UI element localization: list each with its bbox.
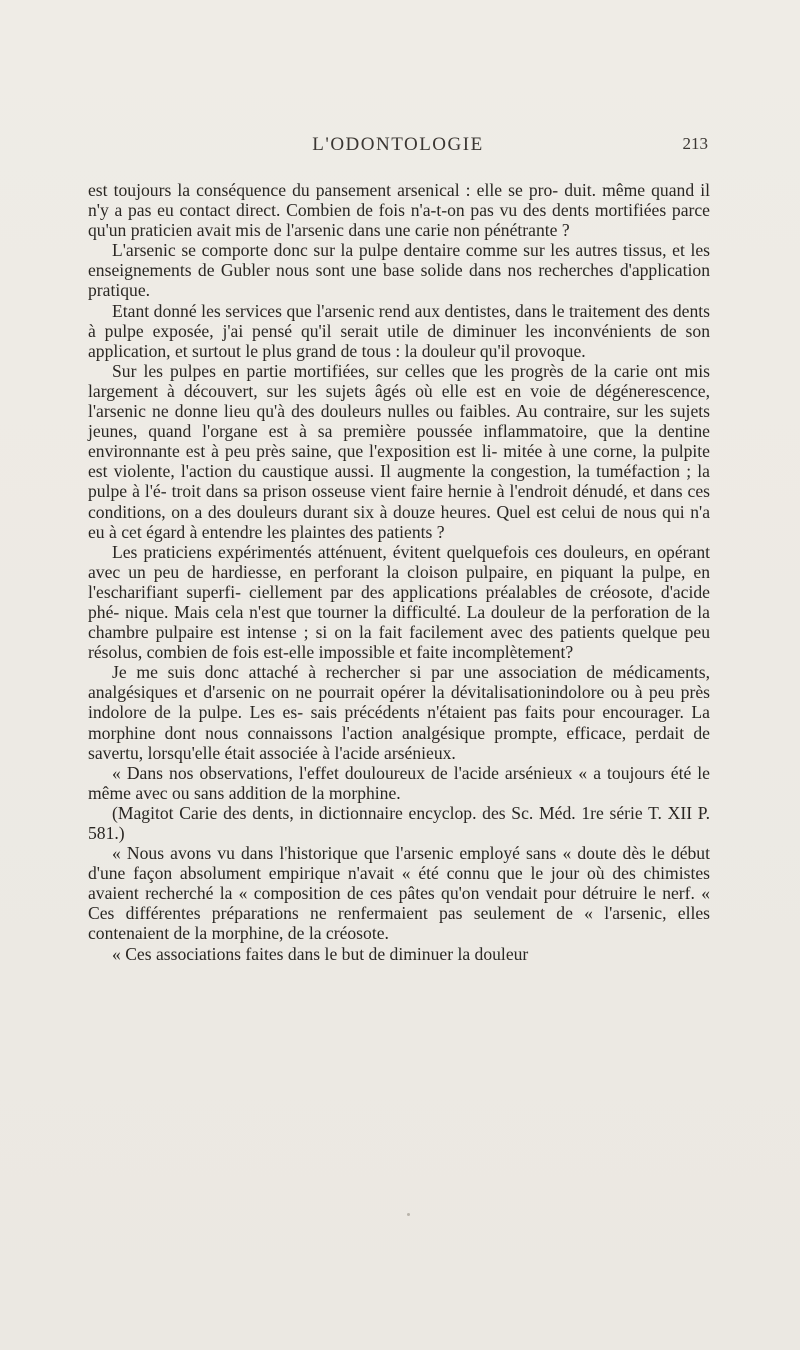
page-header [88, 134, 708, 164]
paragraph: L'arsenic se comporte donc sur la pulpe dentaire comme sur les autres tissus, et les enseignements de Gubler nous sont une base solide dans nos recherches d'application pratique. [88, 240, 710, 301]
paragraph: Je me suis donc attaché à rechercher si par une association de médicaments, analgésiques et d'arsenic on ne pourrait opérer la dévitalisationindolore ou à peu près indolore de la pulpe. Les es- sais précédents n'étaient pas faits pour encourager. La morphine dont nous connaissons l'action analgésique prompte, efficace, perdait de savertu, lorsqu'elle était associée à l'acide arsénieux. [88, 662, 710, 763]
quotation: « Ces associations faites dans le but de diminuer la douleur [112, 943, 529, 964]
ink-speck [407, 1213, 410, 1216]
quotation: « Dans nos observations, l'effet douloureux de l'acide arsénieux « a toujours été le même avec ou sans addition de la morphine. [88, 762, 710, 803]
paragraph: Etant donné les services que l'arsenic rend aux dentistes, dans le traitement des dents à pulpe exposée, j'ai pensé qu'il serait utile de diminuer les inconvénients de son application, et surtout le plus grand de tous : la douleur qu'il provoque. [88, 300, 710, 361]
body-text [88, 180, 710, 964]
quotation: « Nous avons vu dans l'historique que l'arsenic employé sans « doute dès le début d'une façon absolument empirique n'avait « été connu que le jour où des chimistes avaient recherché la « composition de ces pâtes qu'on vendait pour détruire le nerf. « Ces différentes préparations ne renfermaient pas seulement de « l'arsenic, elles contenaient de la morphine, de la créosote. [88, 843, 710, 944]
running-title: L'ODONTOLOGIE [312, 134, 484, 155]
paragraph: Les praticiens expérimentés atténuent, évitent quelquefois ces douleurs, en opérant avec un peu de hardiesse, en perforant la cloison pulpaire, en piquant la pulpe, en l'escharifiant superfi- ciellement par des applications préalables de créosote, d'acide phé- nique. Mais cela n'est que tourner la difficulté. La douleur de la perforation de la chambre pulpaire est intense ; si on la fait facilement avec des patients quelque peu résolus, combien de fois est-elle impossible et faite incomplètement? [88, 541, 710, 663]
paragraph-continued: est toujours la conséquence du pansement arsenical : elle se pro- duit. même quand il n'y a pas eu contact direct. Combien de fois n'a-t-on pas vu des dents mortifiées parce qu'un praticien avait mis de l'arsenic dans une carie non pénétrante ? [88, 180, 710, 241]
citation: (Magitot Carie des dents, in dictionnaire encyclop. des Sc. Méd. 1re série T. XII P. 581.) [88, 802, 710, 843]
paragraph: Sur les pulpes en partie mortifiées, sur celles que les progrès de la carie ont mis largement à découvert, sur les sujets âgés où elle est en voie de dégénerescence, l'arsenic ne donne lieu qu'à des douleurs nulles ou faibles. Au contraire, sur les sujets jeunes, quand l'organe est à sa première poussée inflammatoire, que la dentine environnante est à peu près saine, que l'exposition est li- mitée à une corne, la pulpite est violente, l'action du caustique aussi. Il augmente la congestion, la tuméfaction ; la pulpe à l'é- troit dans sa prison osseuse vient faire hernie à l'endroit dénudé, et dans ces conditions, on a des douleurs durant six à douze heures. Quel est celui de nous qui n'a eu à cet égard à entendre les plaintes des patients ? [88, 360, 710, 542]
page-number: 213 [682, 134, 708, 153]
